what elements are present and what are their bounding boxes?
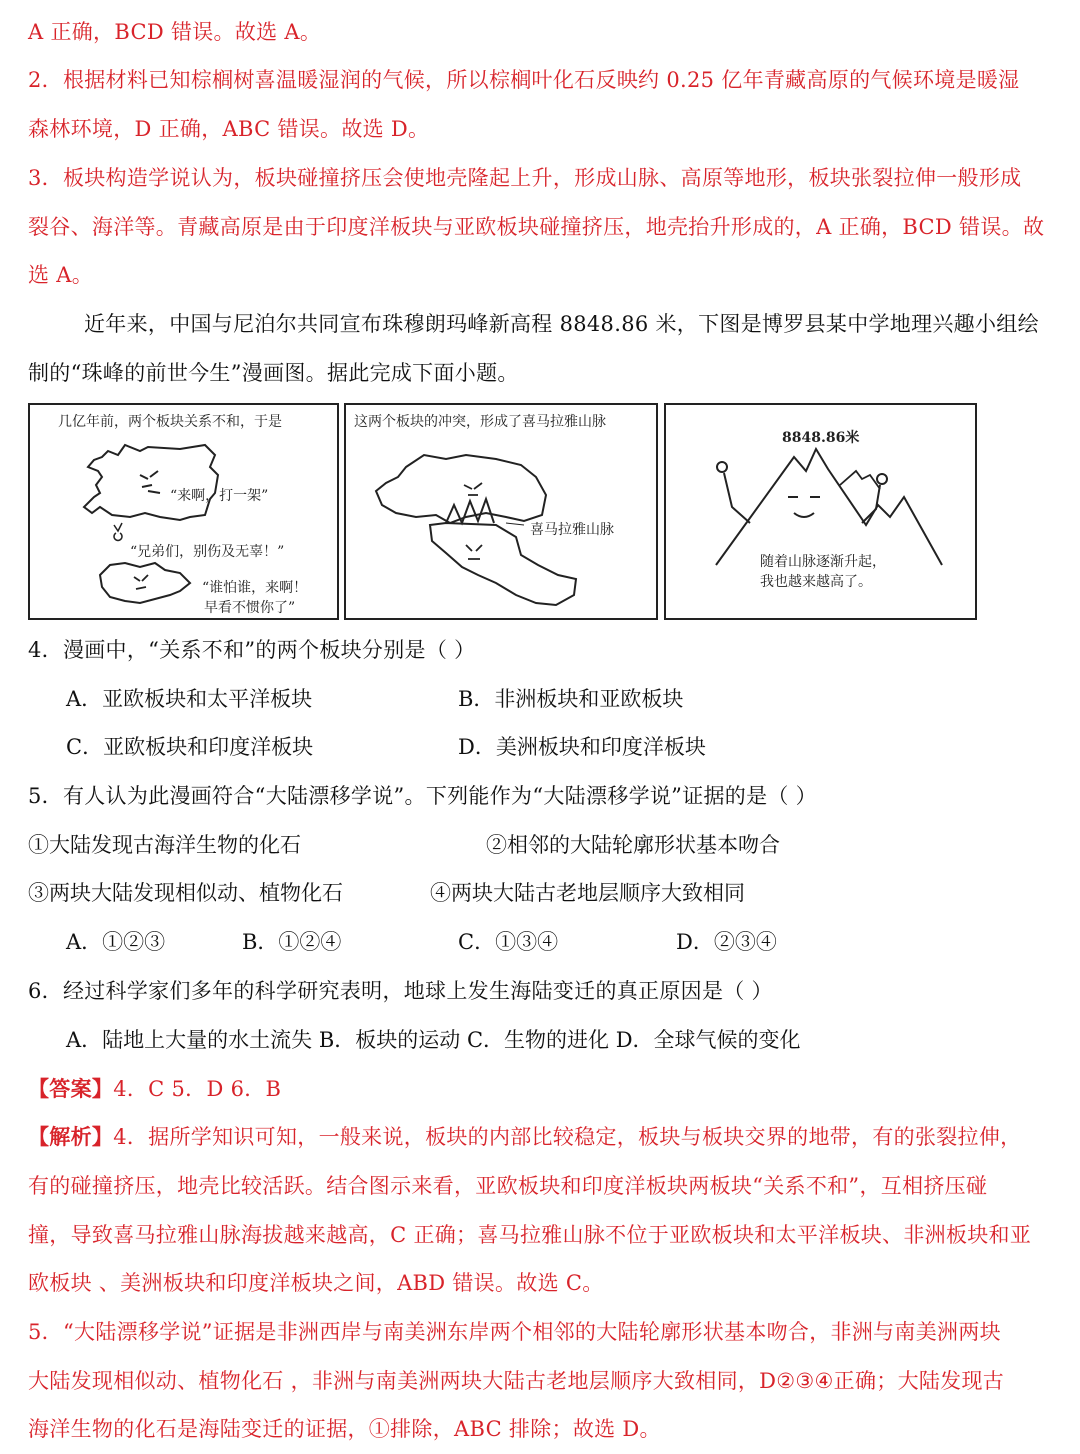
panel-1-caption: 几亿年前，两个板块关系不和，于是 bbox=[58, 414, 282, 430]
q5-option-a[interactable]: A．①②③ bbox=[66, 930, 166, 954]
analysis-line: 海洋生物的化石是海陆变迁的证据，①排除，ABC 排除；故选 D。 bbox=[28, 1417, 661, 1441]
speech-bubble: “兄弟们，别伤及无辜！” bbox=[130, 544, 285, 560]
q5-statement-4: ④两块大陆古老地层顺序大致相同 bbox=[430, 881, 745, 905]
analysis-text: 4．据所学知识可知，一般来说，板块的内部比较稳定，板块与板块交界的地带，有的张裂拉伸， bbox=[113, 1125, 1022, 1149]
mountain-speech: 随着山脉逐渐升起， bbox=[760, 554, 886, 570]
q5-statement-2: ②相邻的大陆轮廓形状基本吻合 bbox=[486, 833, 780, 857]
analysis-line: 大陆发现相似动、植物化石 ，非洲与南美洲两块大陆古老地层顺序大致相同，D②③④正确；大陆发现古 bbox=[28, 1369, 1005, 1393]
answer-text-line: 森林环境，D 正确，ABC 错误。故选 D。 bbox=[28, 117, 430, 141]
q6-options[interactable]: A．陆地上大量的水土流失 B．板块的运动 C．生物的进化 D．全球气候的变化 bbox=[66, 1028, 801, 1052]
answer-label: 【答案】 bbox=[28, 1076, 114, 1101]
height-label: 8848.86米 bbox=[782, 430, 860, 446]
analysis-label: 【解析】 bbox=[28, 1124, 114, 1149]
comic-panel-3 bbox=[664, 403, 977, 620]
answer-text-line: 3．板块构造学说认为，板块碰撞挤压会使地壳隆起上升，形成山脉、高原等地形，板块张裂拉伸一般形成 bbox=[28, 166, 1022, 190]
speech-bubble: 早看不惯你了” bbox=[204, 600, 296, 616]
analysis-line: 欧板块 、美洲板块和印度洋板块之间，ABD 错误。故选 C。 bbox=[28, 1271, 604, 1295]
q5-statement-1: ①大陆发现古海洋生物的化石 bbox=[28, 833, 301, 857]
q4-option-b[interactable]: B．非洲板块和亚欧板块 bbox=[458, 687, 684, 711]
collision-drawing bbox=[346, 405, 660, 622]
q4-option-d[interactable]: D．美洲板块和印度洋板块 bbox=[458, 735, 706, 759]
q5-option-b[interactable]: B．①②④ bbox=[242, 930, 342, 954]
comic-panel-1 bbox=[28, 403, 339, 620]
answer-line bbox=[28, 1074, 1052, 1104]
intro-paragraph: 近年来，中国与尼泊尔共同宣布珠穆朗玛峰新高程 8848.86 米，下图是博罗县某中学地理兴趣小组绘 bbox=[84, 312, 1039, 336]
question-4-stem: 4．漫画中，“关系不和”的两个板块分别是（ ） bbox=[28, 638, 476, 662]
comic-panel-2 bbox=[344, 403, 658, 620]
panel-2-caption: 这两个板块的冲突，形成了喜马拉雅山脉 bbox=[354, 414, 606, 430]
q5-statement-3: ③两块大陆发现相似动、植物化石 bbox=[28, 881, 343, 905]
answer-text-line: 2．根据材料已知棕榈树喜温暖湿润的气候，所以棕榈叶化石反映约 0.25 亿年青藏高原的气候环境是暖湿 bbox=[28, 68, 1020, 92]
answer-values: 4．C 5．D 6．B bbox=[113, 1077, 282, 1101]
mountain-speech: 我也越来越高了。 bbox=[760, 574, 872, 590]
question-5-stem: 5．有人认为此漫画符合“大陆漂移学说”。下列能作为“大陆漂移学说”证据的是（ ） bbox=[28, 784, 817, 808]
q5-option-d[interactable]: D．②③④ bbox=[676, 930, 777, 954]
speech-bubble: “来啊，打一架” bbox=[170, 488, 269, 504]
analysis-line: 撞，导致喜马拉雅山脉海拔越来越高，C 正确；喜马拉雅山脉不位于亚欧板块和太平洋板块、非洲板块和亚 bbox=[28, 1223, 1032, 1247]
question-6-stem: 6．经过科学家们多年的科学研究表明，地球上发生海陆变迁的真正原因是（ ） bbox=[28, 979, 773, 1003]
speech-bubble: “谁怕谁，来啊！ bbox=[202, 580, 308, 596]
answer-text-line: A 正确，BCD 错误。故选 A。 bbox=[28, 20, 322, 44]
q4-option-a[interactable]: A．亚欧板块和太平洋板块 bbox=[66, 687, 313, 711]
q4-option-c[interactable]: C．亚欧板块和印度洋板块 bbox=[66, 735, 314, 759]
analysis-line: 有的碰撞挤压，地壳比较活跃。结合图示来看，亚欧板块和印度洋板块两板块“关系不和”，互相挤压碰 bbox=[28, 1174, 988, 1198]
mountain-label: 喜马拉雅山脉 bbox=[530, 522, 614, 538]
intro-paragraph: 制的“珠峰的前世今生”漫画图。据此完成下面小题。 bbox=[28, 361, 519, 385]
q5-option-c[interactable]: C．①③④ bbox=[458, 930, 559, 954]
analysis-line: 5．“大陆漂移学说”证据是非洲西岸与南美洲东岸两个相邻的大陆轮廓形状基本吻合，非洲与南美洲两块 bbox=[28, 1320, 1001, 1344]
answer-text-line: 裂谷、海洋等。青藏高原是由于印度洋板块与亚欧板块碰撞挤压，地壳抬升形成的，A 正确，BCD 错误。故 bbox=[28, 215, 1045, 239]
analysis-line bbox=[28, 1122, 1052, 1152]
answer-text-line: 选 A。 bbox=[28, 263, 94, 287]
